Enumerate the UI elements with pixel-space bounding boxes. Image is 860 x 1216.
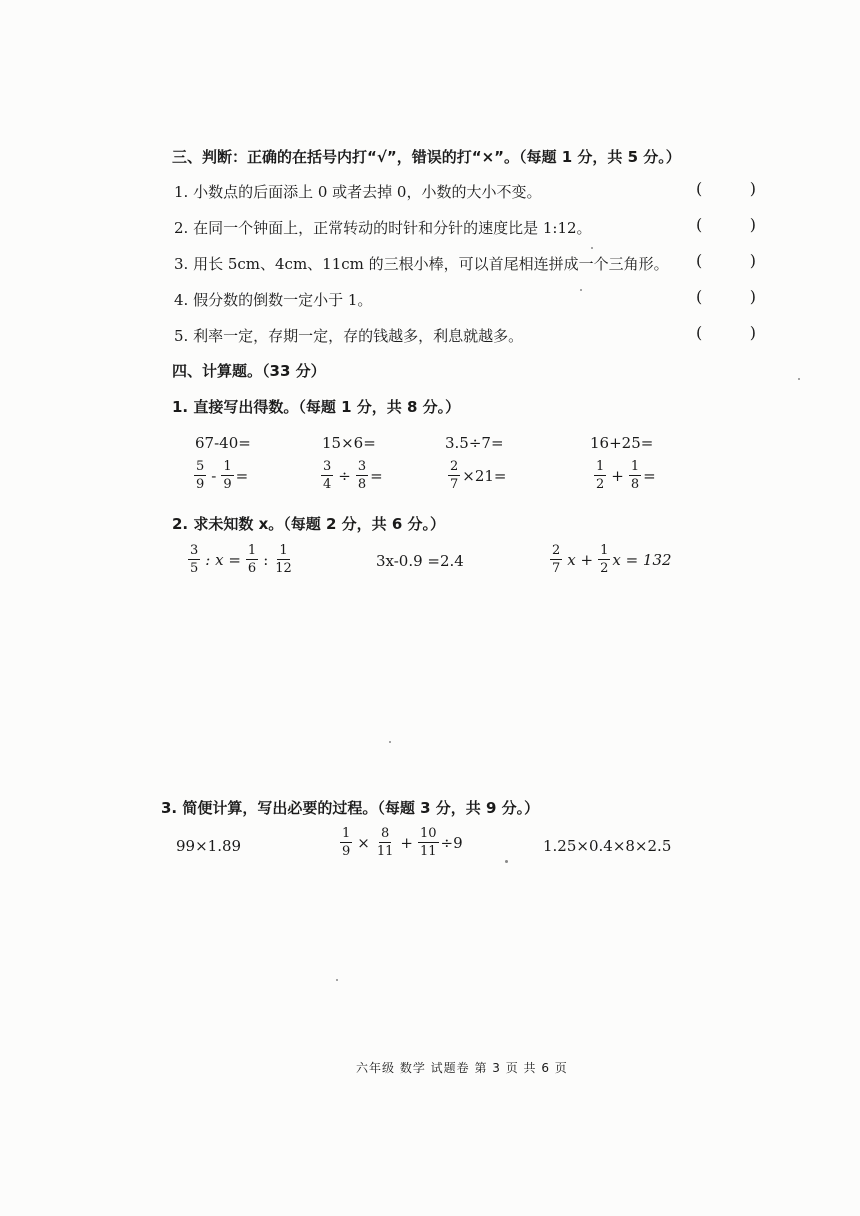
- equation-2: 3x-0.9 =2.4: [376, 552, 464, 570]
- oral-calc-3: 3.5÷7=: [445, 434, 504, 452]
- oral-calc-1: 67-40=: [195, 434, 251, 452]
- judge-item-1: 1. 小数点的后面添上 0 或者去掉 0，小数的大小不变。: [174, 183, 542, 201]
- scan-speck: [389, 741, 391, 743]
- scan-speck: [580, 289, 582, 291]
- oral-calc-6: $\frac{3}{4}$ ÷ $\frac{3}{8}$ =: [323, 459, 383, 492]
- fraction: $\frac{1}{2}$: [600, 543, 609, 576]
- oral-calc-5: $\frac{5}{9}$ - $\frac{1}{9}$ =: [196, 459, 249, 492]
- fraction: $\frac{3}{8}$: [357, 459, 367, 492]
- scan-speck: [505, 860, 508, 863]
- fraction: $\frac{1}{2}$: [596, 459, 605, 492]
- oral-calc-7: $\frac{2}{7}$ ×21=: [450, 459, 507, 492]
- fraction: $\frac{3}{4}$: [323, 459, 332, 492]
- simplify-calc-3: 1.25×0.4×8×2.5: [543, 837, 672, 855]
- fraction: $\frac{10}{11}$: [419, 826, 437, 859]
- simplify-calc-1: 99×1.89: [176, 837, 242, 855]
- equation-1: $\frac{3}{5}$ : x = $\frac{1}{6}$ : $\frac{1}{12}$: [190, 543, 292, 576]
- section-4-heading: 四、计算题。（33 分）: [172, 362, 326, 380]
- fraction: $\frac{1}{12}$: [275, 543, 292, 576]
- answer-paren-4[interactable]: ( ): [696, 287, 756, 306]
- answer-paren-3[interactable]: ( ): [696, 251, 756, 270]
- judge-item-4: 4. 假分数的倒数一定小于 1。: [174, 291, 373, 309]
- scan-speck: [591, 247, 593, 249]
- fraction: $\frac{8}{11}$: [376, 826, 394, 859]
- section-3-heading: 三、判断：正确的在括号内打“√”，错误的打“×”。（每题 1 分，共 5 分。）: [172, 148, 681, 166]
- part-2-heading: 2. 求未知数 x。（每题 2 分，共 6 分。）: [172, 515, 446, 533]
- oral-calc-4: 16+25=: [590, 434, 654, 452]
- fraction: $\frac{1}{8}$: [630, 459, 640, 492]
- judge-item-2: 2. 在同一个钟面上，正常转动的时针和分针的速度比是 1:12。: [174, 219, 592, 237]
- answer-paren-2[interactable]: ( ): [696, 215, 756, 234]
- answer-paren-5[interactable]: ( ): [696, 323, 756, 342]
- judge-item-3: 3. 用长 5cm、4cm、11cm 的三根小棒，可以首尾相连拼成一个三角形。: [174, 255, 669, 273]
- fraction: $\frac{2}{7}$: [552, 543, 561, 576]
- page-footer: 六年级 数学 试题卷 第 3 页 共 6 页: [356, 1061, 568, 1075]
- scan-speck: [798, 378, 800, 380]
- simplify-calc-2: $\frac{1}{9}$ × $\frac{8}{11}$ + $\frac{10}{11}$ ÷9: [342, 826, 463, 859]
- fraction: $\frac{1}{6}$: [247, 543, 257, 576]
- equation-3: $\frac{2}{7}$ x + $\frac{1}{2}$ x = 132: [552, 543, 672, 576]
- answer-paren-1[interactable]: ( ): [696, 179, 756, 198]
- oral-calc-8: $\frac{1}{2}$ + $\frac{1}{8}$ =: [596, 459, 656, 492]
- fraction: $\frac{2}{7}$: [450, 459, 459, 492]
- fraction: $\frac{5}{9}$: [196, 459, 205, 492]
- part-1-heading: 1. 直接写出得数。（每题 1 分，共 8 分。）: [172, 398, 461, 416]
- scan-speck: [336, 979, 338, 981]
- oral-calc-2: 15×6=: [322, 434, 376, 452]
- fraction: $\frac{1}{9}$: [342, 826, 351, 859]
- fraction: $\frac{3}{5}$: [190, 543, 199, 576]
- judge-item-5: 5. 利率一定，存期一定，存的钱越多，利息就越多。: [174, 327, 524, 345]
- fraction: $\frac{1}{9}$: [223, 459, 232, 492]
- part-3-heading: 3. 简便计算，写出必要的过程。（每题 3 分，共 9 分。）: [161, 799, 540, 817]
